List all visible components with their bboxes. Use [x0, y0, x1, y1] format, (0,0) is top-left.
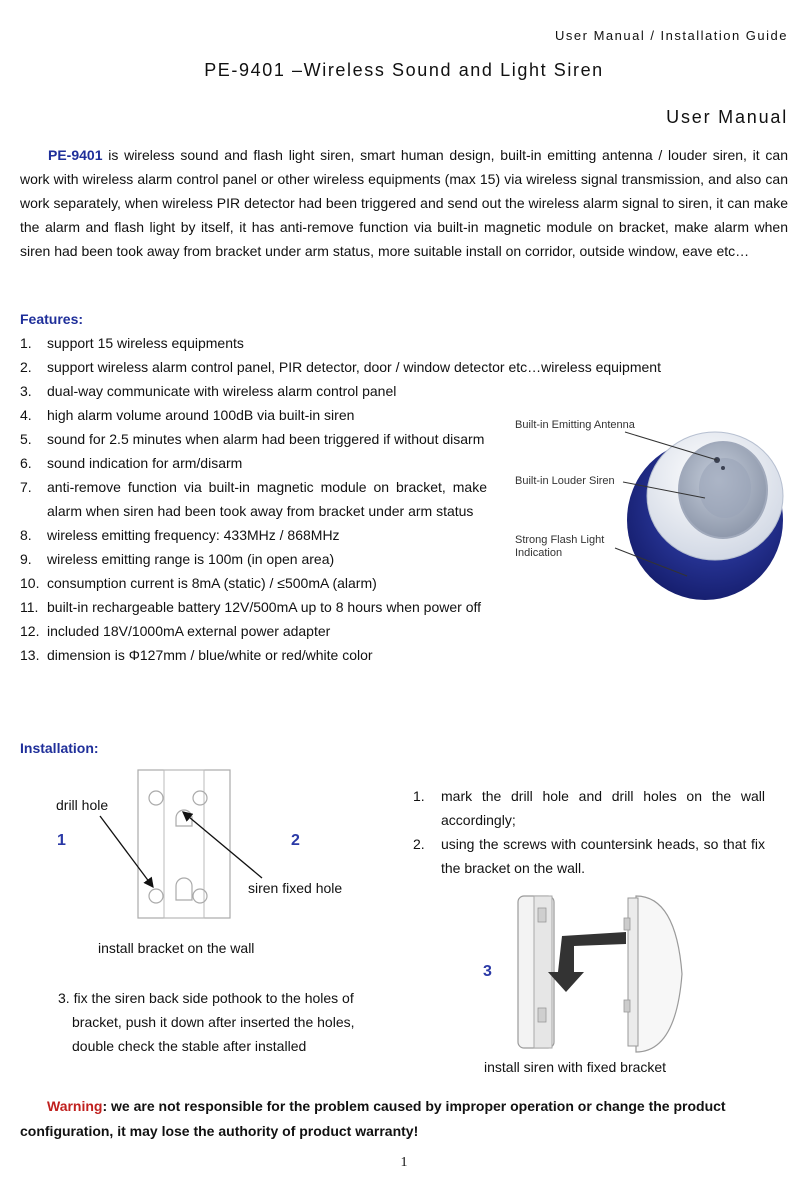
- intro-text: is wireless sound and flash light siren, smart human design, built-in emitting antenna / louder siren, it can work with wireless alarm control panel or other wireless equipments (max 15) via wireless signal transmission, and also can work separately, when wireless PIR detector had been triggered and send out the wireless alarm signal to siren, it can make the alarm and flash light by itself, it has anti-remove function via built-in magnetic module on bracket, make alarm when siren had been took away from bracket under arm status, more suitable install on corridor, outside window, eave etc…: [20, 147, 788, 259]
- feature-item: 10. consumption current is 8mA (static) / ≤500mA (alarm): [20, 575, 377, 591]
- feature-item: 2. support wireless alarm control panel, PIR detector, door / window detector etc…wireless equipment: [20, 359, 661, 375]
- install-step: 2. using the screws with countersink heads, so that fix the bracket on the wall.: [413, 836, 765, 876]
- document-title: PE-9401 –Wireless Sound and Light Siren: [204, 60, 604, 80]
- feature-item: 6. sound indication for arm/disarm: [20, 455, 243, 471]
- bracket-diagram: [130, 768, 240, 920]
- caption-install-bracket: install bracket on the wall: [98, 940, 255, 956]
- install-steps-right: [413, 784, 765, 880]
- feature-item: 7. anti-remove function via built-in magnetic module on bracket, make alarm when siren had been took away from bracket under arm status: [20, 479, 487, 519]
- page-number: 1: [400, 1155, 408, 1170]
- label-siren-fixed-hole: siren fixed hole: [248, 880, 343, 896]
- product-siren-image: [505, 408, 795, 608]
- features-heading: Features:: [20, 311, 84, 327]
- step-number-3: 3: [483, 963, 492, 980]
- warning-label: Warning: [47, 1098, 103, 1114]
- feature-item: 11. built-in rechargeable battery 12V/500mA up to 8 hours when power off: [20, 599, 482, 615]
- feature-item: 4. high alarm volume around 100dB via built-in siren: [20, 407, 355, 423]
- feature-item: 3. dual-way communicate with wireless alarm control panel: [20, 383, 397, 399]
- label-flash-line-1: Strong Flash Light: [515, 534, 605, 546]
- feature-item: 1. support 15 wireless equipments: [20, 335, 244, 351]
- install-step: 1. mark the drill hole and drill holes on the wall accordingly;: [413, 788, 765, 828]
- feature-item: 12. included 18V/1000mA external power adapter: [20, 623, 331, 639]
- label-flash-line-2: Indication: [515, 547, 563, 559]
- header-doc-type: User Manual / Installation Guide: [555, 28, 788, 43]
- warning-paragraph: [20, 1094, 790, 1144]
- intro-product-code: PE-9401: [48, 147, 103, 163]
- label-drill-hole: drill hole: [56, 797, 109, 813]
- feature-item: 13. dimension is Φ127mm / blue/white or red/white color: [20, 647, 373, 663]
- intro-paragraph: [20, 143, 788, 263]
- document-subtitle: User Manual: [666, 107, 788, 127]
- warning-text: : we are not responsible for the problem caused by improper operation or change the product configuration, it may lose the authority of product warranty!: [20, 1098, 726, 1139]
- label-siren: Built-in Louder Siren: [515, 475, 615, 487]
- install-step-3: 3. fix the siren back side pothook to the holes of bracket, push it down after inserted the holes, double check the stable after installed: [58, 990, 355, 1054]
- feature-item: 8. wireless emitting frequency: 433MHz / 868MHz: [20, 527, 340, 543]
- feature-item: 5. sound for 2.5 minutes when alarm had been triggered if without disarm: [20, 431, 485, 447]
- step-number-2: 2: [291, 832, 300, 849]
- siren-bracket-diagram: [508, 888, 698, 1054]
- feature-item: 9. wireless emitting range is 100m (in open area): [20, 551, 335, 567]
- caption-install-siren: install siren with fixed bracket: [484, 1059, 667, 1075]
- installation-heading: Installation:: [20, 740, 99, 756]
- step-number-1: 1: [57, 832, 66, 849]
- label-antenna: Built-in Emitting Antenna: [515, 419, 635, 431]
